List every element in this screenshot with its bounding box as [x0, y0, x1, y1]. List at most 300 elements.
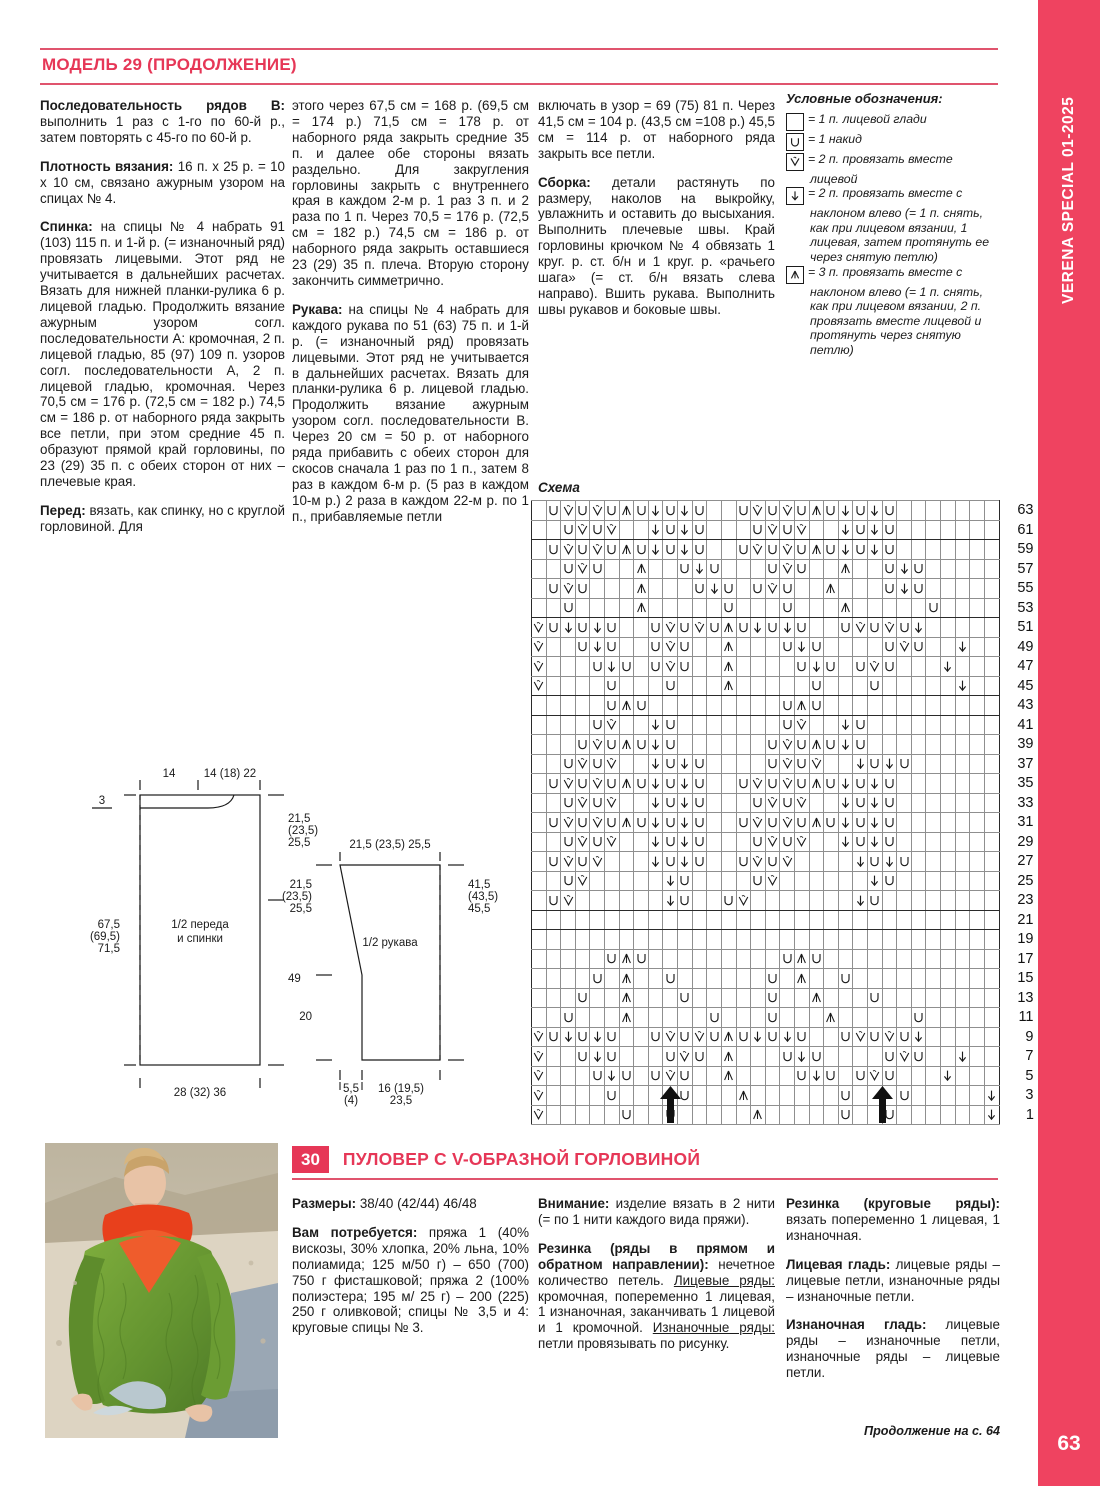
chart-cell: [809, 579, 824, 599]
chart-cell: [692, 891, 707, 911]
chart-cell: [678, 871, 693, 891]
chart-cell: [590, 774, 605, 794]
sleeve-right-h1: 41,5: [468, 879, 491, 891]
chart-cell: [838, 988, 853, 1008]
chart-cell: [561, 501, 576, 521]
chart-cell: [634, 637, 649, 657]
chart-cell: [911, 520, 926, 540]
chart-cell: [678, 657, 693, 677]
chart-cell: [721, 598, 736, 618]
chart-cell: [765, 696, 780, 716]
chart-cell: [678, 852, 693, 872]
header-rule-bottom: [40, 83, 998, 85]
chart-cell: [532, 930, 547, 950]
chart-cell: [532, 1027, 547, 1047]
chart-cell: [970, 657, 985, 677]
chart-cell: [648, 930, 663, 950]
chart-cell: [838, 637, 853, 657]
chart-cell: [736, 969, 751, 989]
chart-cell: [882, 579, 897, 599]
chart-cell: [970, 930, 985, 950]
chart-cell: [692, 540, 707, 560]
chart-cell: [619, 1008, 634, 1028]
chart-cell: [824, 774, 839, 794]
paragraph-gauge: [40, 159, 285, 207]
body-caption-l1: 1/2 переда: [171, 919, 229, 931]
chart-cell: [809, 969, 824, 989]
model29-title: МОДЕЛЬ 29 (ПРОДОЛЖЕНИЕ): [42, 55, 297, 74]
chart-cell: [721, 774, 736, 794]
chart-cell: [882, 1027, 897, 1047]
chart-cell: [532, 637, 547, 657]
chart-cell: [794, 559, 809, 579]
body-top-left-width: 14: [162, 768, 176, 780]
chart-cell: [619, 754, 634, 774]
chart-cell: [955, 540, 970, 560]
chart-cell: [721, 637, 736, 657]
chart-row: [532, 969, 1037, 989]
chart-cell: [678, 637, 693, 657]
chart-cell: [605, 1027, 620, 1047]
chart-cell: [984, 598, 999, 618]
chart-cell: [824, 1008, 839, 1028]
chart-cell: [619, 891, 634, 911]
chart-cell: [897, 520, 912, 540]
chart-row: [532, 988, 1037, 1008]
chart-cell: [751, 579, 766, 599]
chart-cell: [809, 949, 824, 969]
chart-cell: [941, 637, 956, 657]
chart-cell: [911, 637, 926, 657]
chart-cell: [634, 1027, 649, 1047]
chart-cell: [546, 930, 561, 950]
chart-cell: [532, 696, 547, 716]
chart-cell: [780, 676, 795, 696]
chart-cell: [619, 735, 634, 755]
chart-cell: [561, 988, 576, 1008]
chart-cell: [575, 852, 590, 872]
legend-item-label: = 1 накид: [808, 131, 862, 146]
chart-cell: [794, 891, 809, 911]
chart-cell: [824, 1027, 839, 1047]
chart-cell: [897, 657, 912, 677]
chart-cell: [751, 1066, 766, 1086]
chart-cell: [532, 832, 547, 852]
chart-cell: [955, 1047, 970, 1067]
chart-cell: [824, 1047, 839, 1067]
chart-cell: [794, 1066, 809, 1086]
chart-cell: [648, 501, 663, 521]
chart-cell: [605, 754, 620, 774]
chart-cell: [546, 774, 561, 794]
chart-cell: [984, 793, 999, 813]
chart-cell: [692, 559, 707, 579]
chart-row-number: 33: [999, 793, 1036, 813]
chart-cell: [692, 598, 707, 618]
legend-item-label: = 1 п. лицевой глади: [808, 111, 927, 126]
chart-cell: [794, 754, 809, 774]
chart-cell: [794, 1027, 809, 1047]
chart-row: [532, 1047, 1037, 1067]
chart-cell: [853, 540, 868, 560]
chart-cell: [809, 676, 824, 696]
chart-cell: [663, 1027, 678, 1047]
chart-cell: [619, 1066, 634, 1086]
chart-cell: [955, 852, 970, 872]
chart-cell: [868, 813, 883, 833]
chart-cell: [663, 1008, 678, 1028]
chart-row: [532, 871, 1037, 891]
chart-cell: [751, 988, 766, 1008]
chart-cell: [926, 696, 941, 716]
chart-cell: [911, 598, 926, 618]
chart-cell: [794, 969, 809, 989]
chart-cell: [663, 501, 678, 521]
chart-cell: [853, 871, 868, 891]
text-gauge: 16 п. х 25 р. = 10 х 10 см, связано ажурным узором на спицах № 4.: [40, 158, 285, 206]
chart-cell: [941, 1047, 956, 1067]
chart-cell: [634, 969, 649, 989]
chart-cell: [868, 930, 883, 950]
chart-cell: [619, 1027, 634, 1047]
chart-cell: [605, 579, 620, 599]
chart-cell: [984, 891, 999, 911]
chart-row-number: 9: [999, 1027, 1036, 1047]
chart-cell: [911, 969, 926, 989]
chart-cell: [751, 1047, 766, 1067]
chart-cell: [984, 969, 999, 989]
paragraph-front: [40, 503, 285, 535]
chart-cell: [575, 1027, 590, 1047]
chart-cell: [721, 559, 736, 579]
chart-cell: [765, 1066, 780, 1086]
chart-cell: [984, 637, 999, 657]
chart-cell: [605, 949, 620, 969]
chart-row-number: 51: [999, 618, 1036, 638]
chart-cell: [721, 735, 736, 755]
chart-cell: [663, 579, 678, 599]
chart-cell: [941, 871, 956, 891]
chart-cell: [721, 793, 736, 813]
body-upper-h2: (23,5): [288, 825, 319, 837]
chart-cell: [765, 676, 780, 696]
chart-cell: [882, 813, 897, 833]
chart-cell: [911, 735, 926, 755]
chart-cell: [765, 520, 780, 540]
chart-row: [532, 891, 1037, 911]
chart-cell: [941, 618, 956, 638]
chart-cell: [882, 774, 897, 794]
legend-item-k2tog-cont: лицевой: [810, 171, 858, 186]
chart-cell: [546, 793, 561, 813]
chart-cell: [546, 520, 561, 540]
chart-cell: [941, 774, 956, 794]
chart-cell: [692, 696, 707, 716]
chart-cell: [897, 949, 912, 969]
chart-cell: [736, 637, 751, 657]
chart-cell: [634, 696, 649, 716]
chart-cell: [911, 1047, 926, 1067]
chart-cell: [692, 715, 707, 735]
chart-cell: [882, 969, 897, 989]
chart-cell: [619, 813, 634, 833]
chart-cell: [575, 637, 590, 657]
chart-cell: [634, 930, 649, 950]
chart-cell: [751, 1008, 766, 1028]
underline-rs-rows: Лицевые ряды:: [673, 1272, 775, 1288]
chart-cell: [853, 520, 868, 540]
chart-cell: [853, 1008, 868, 1028]
sleeve-left-h2: (23,5): [281, 891, 312, 903]
chart-cell: [678, 559, 693, 579]
chart-cell: [707, 1008, 722, 1028]
chart-cell: [838, 1066, 853, 1086]
chart-cell: [868, 540, 883, 560]
chart-cell: [721, 1008, 736, 1028]
lead-materials: Вам потребуется:: [292, 1224, 418, 1240]
chart-cell: [575, 598, 590, 618]
chart-cell: [984, 910, 999, 930]
chart-cell: [897, 930, 912, 950]
chart-cell: [736, 910, 751, 930]
chart-cell: [897, 1066, 912, 1086]
chart-cell: [678, 910, 693, 930]
chart-cell: [955, 754, 970, 774]
chart-cell: [575, 1047, 590, 1067]
chart-cell: [780, 774, 795, 794]
chart-row: [532, 618, 1037, 638]
legend-item-label: = 2 п. провязать вместе: [808, 151, 953, 166]
chart-cell: [780, 910, 795, 930]
chart-cell: [736, 715, 751, 735]
chart-cell: [824, 598, 839, 618]
chart-cell: [532, 559, 547, 579]
chart-cell: [882, 1066, 897, 1086]
chart-cell: [721, 676, 736, 696]
chart-cell: [692, 910, 707, 930]
model30-title: ПУЛОВЕР С V-ОБРАЗНОЙ ГОРЛОВИНОЙ: [342, 1149, 701, 1169]
chart-cell: [955, 988, 970, 1008]
chart-cell: [575, 520, 590, 540]
lead-sequence-b: Последовательность рядов B:: [40, 98, 285, 113]
chart-cell: [926, 1008, 941, 1028]
model29-column-2: [292, 98, 529, 538]
chart-row: [532, 852, 1037, 872]
chart-cell: [809, 930, 824, 950]
chart-cell: [692, 618, 707, 638]
chart-cell: [546, 832, 561, 852]
chart-cell: [984, 813, 999, 833]
chart-cell: [794, 832, 809, 852]
chart-cell: [605, 618, 620, 638]
chart-cell: [868, 676, 883, 696]
chart-cell: [678, 501, 693, 521]
chart-cell: [897, 774, 912, 794]
chart-cell: [838, 754, 853, 774]
chart-cell: [984, 871, 999, 891]
chart-cell: [955, 715, 970, 735]
paragraph-sizes: [292, 1196, 529, 1212]
chart-cell: [794, 501, 809, 521]
chart-cell: [648, 988, 663, 1008]
chart-cell: [546, 735, 561, 755]
chart-cell: [707, 579, 722, 599]
chart-cell: [678, 735, 693, 755]
chart-cell: [868, 988, 883, 1008]
text-assembly: детали растянуть по размеру, наколов на выкройку, увлажнить и оставить до высыхания. Выполнить плечевые швы. Край горловины крючком № 4 обвязать 1 круг. р. ст. б/н и 1 круг. р. «рачьего шага» (= ст. б/н вязать слева направо). Вшить рукава. Выполнить швы рукавов и боковые швы.: [538, 174, 775, 317]
chart-cell: [853, 930, 868, 950]
chart-cell: [663, 657, 678, 677]
chart-cell: [648, 969, 663, 989]
chart-row-number: 37: [999, 754, 1036, 774]
chart-cell: [794, 774, 809, 794]
paragraph-rib-flat: [538, 1241, 775, 1352]
chart-row: [532, 774, 1037, 794]
chart-cell: [882, 754, 897, 774]
chart-cell: [546, 813, 561, 833]
chart-cell: [736, 813, 751, 833]
chart-cell: [605, 735, 620, 755]
chart-cell: [838, 969, 853, 989]
body-top-right-width: 14 (18) 22: [203, 768, 257, 780]
model29-header: [40, 48, 998, 85]
chart-cell: [882, 793, 897, 813]
paragraph-back: [40, 219, 285, 489]
chart-cell: [780, 793, 795, 813]
chart-row-number: 49: [999, 637, 1036, 657]
chart-cell: [707, 501, 722, 521]
sleeve-top-width: 21,5 (23,5) 25,5: [349, 839, 431, 851]
chart-cell: [926, 1027, 941, 1047]
chart-cell: [605, 910, 620, 930]
chart-cell: [532, 676, 547, 696]
chart-cell: [897, 696, 912, 716]
chart-cell: [941, 813, 956, 833]
lead-sizes: Размеры:: [292, 1196, 357, 1211]
chart-cell: [736, 930, 751, 950]
yarn-over-icon: [786, 133, 804, 151]
chart-cell: [605, 774, 620, 794]
chart-cell: [736, 871, 751, 891]
chart-cell: [882, 618, 897, 638]
model29-column-3: [538, 98, 775, 331]
chart-cell: [824, 930, 839, 950]
chart-cell: [868, 598, 883, 618]
chart-cell: [692, 988, 707, 1008]
chart-cell: [751, 754, 766, 774]
chart-cell: [838, 774, 853, 794]
chart-cell: [868, 579, 883, 599]
schematic-diagrams: [40, 760, 530, 1107]
chart-cell: [532, 540, 547, 560]
chart-cell: [853, 1027, 868, 1047]
chart-row-number: 17: [999, 949, 1036, 969]
chart-cell: [882, 715, 897, 735]
chart-cell: [590, 871, 605, 891]
legend-title: Условные обозначения:: [786, 91, 943, 106]
chart-cell: [897, 501, 912, 521]
chart-cell: [838, 598, 853, 618]
chart-cell: [575, 657, 590, 677]
chart-cell: [590, 754, 605, 774]
chart-cell: [926, 676, 941, 696]
body-caption-l2: и спинки: [177, 933, 223, 945]
lead-rib-round: Резинка (круговые ряды):: [786, 1196, 1000, 1211]
text-stockinette: лицевые ряды – лицевые петли, изнаночные ряды – изнаночные петли.: [786, 1256, 1001, 1304]
chart-cell: [648, 579, 663, 599]
chart-cell: [824, 559, 839, 579]
chart-cell: [853, 793, 868, 813]
magazine-spine: [1038, 0, 1100, 1486]
chart-cell: [853, 852, 868, 872]
chart-cell: [926, 540, 941, 560]
chart-cell: [634, 988, 649, 1008]
chart-cell: [678, 949, 693, 969]
chart-cell: [897, 813, 912, 833]
chart-cell: [824, 501, 839, 521]
chart-cell: [911, 1066, 926, 1086]
chart-cell: [794, 1047, 809, 1067]
chart-cell: [868, 832, 883, 852]
chart-cell: [868, 501, 883, 521]
chart-cell: [692, 774, 707, 794]
chart-cell: [984, 618, 999, 638]
chart-cell: [575, 832, 590, 852]
chart-cell: [648, 871, 663, 891]
chart-cell: [765, 637, 780, 657]
chart-cell: [634, 501, 649, 521]
spine-label: VERENA SPECIAL 01-2025: [1060, 96, 1077, 304]
body-neck-depth: 3: [98, 795, 106, 807]
chart-cell: [765, 501, 780, 521]
chart-cell: [941, 793, 956, 813]
chart-cell: [926, 657, 941, 677]
chart-cell: [575, 871, 590, 891]
chart-cell: [561, 637, 576, 657]
chart-cell: [605, 891, 620, 911]
chart-cell: [532, 969, 547, 989]
chart-cell: [984, 1047, 999, 1067]
chart-row-number: 19: [999, 930, 1036, 950]
chart-cell: [780, 598, 795, 618]
chart-cell: [984, 1027, 999, 1047]
chart-cell: [941, 910, 956, 930]
chart-cell: [897, 598, 912, 618]
chart-cell: [853, 1066, 868, 1086]
chart-cell: [532, 1066, 547, 1086]
chart-cell: [634, 559, 649, 579]
chart-cell: [736, 891, 751, 911]
chart-cell: [561, 871, 576, 891]
chart-cell: [751, 871, 766, 891]
chart-cell: [911, 579, 926, 599]
chart-cell: [678, 793, 693, 813]
chart-cell: [678, 579, 693, 599]
chart-cell: [546, 540, 561, 560]
chart-cell: [765, 832, 780, 852]
chart-cell: [955, 949, 970, 969]
chart-cell: [853, 969, 868, 989]
chart-cell: [575, 618, 590, 638]
chart-cell: [634, 774, 649, 794]
chart-cell: [678, 891, 693, 911]
chart-cell: [926, 969, 941, 989]
chart-cell: [546, 1027, 561, 1047]
chart-cell: [561, 949, 576, 969]
chart-cell: [882, 930, 897, 950]
chart-row: [532, 930, 1037, 950]
chart-cell: [663, 852, 678, 872]
